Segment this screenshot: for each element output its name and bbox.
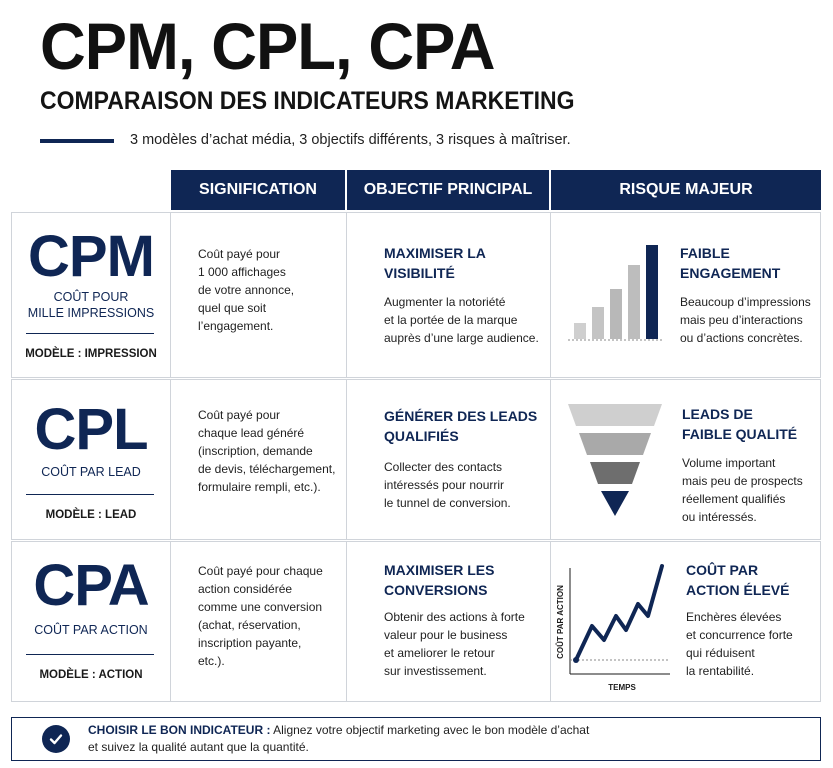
label-cell	[12, 213, 170, 377]
risk-title-cpa: COÛT PAR ACTION ÉLEVÉ	[686, 562, 790, 598]
chart-xlabel: TEMPS	[608, 683, 636, 692]
label-cell	[12, 542, 170, 701]
objective-title-cpa: MAXIMISER LES CONVERSIONS	[384, 562, 495, 598]
risk-text-cpm: Beaucoup d’impressions mais peu d’interactions ou d’actions concrètes.	[680, 295, 811, 345]
start-point	[573, 657, 579, 663]
table-row-cpl	[11, 379, 821, 540]
column-header-objectif: OBJECTIF PRINCIPAL	[347, 170, 549, 210]
risk-text-cpa: Enchères élevées et concurrence forte qui réduisent la rentabilité.	[686, 610, 793, 678]
model-cpl: MODÈLE : LEAD	[45, 509, 137, 521]
full-name-cpl: COÛT PAR LEAD	[41, 465, 141, 479]
definition-cpm: Coût payé pour 1 000 affichages de votre annonce, quel que soit l’engagement.	[198, 247, 295, 333]
comparison-table	[11, 168, 821, 703]
tagline: 3 modèles d’achat média, 3 objectifs différents, 3 risques à maîtriser.	[130, 132, 571, 148]
funnel-icon	[566, 404, 664, 520]
table-row-cpa	[11, 541, 821, 702]
page-subtitle: COMPARAISON DES INDICATEURS MARKETING	[40, 87, 575, 115]
bar-3	[610, 289, 622, 339]
table-row-cpm	[11, 212, 821, 378]
divider-line	[26, 494, 154, 495]
objective-text-cpl: Collecter des contacts intéressés pour nourrir le tunnel de conversion.	[384, 460, 511, 510]
risk-text-cpl: Volume important mais peu de prospects réellement qualifiés ou intéressés.	[682, 456, 803, 524]
model-cpm: MODÈLE : IMPRESSION	[25, 348, 157, 360]
label-cell	[12, 380, 170, 539]
full-name-cpm: COÛT POUR MILLE IMPRESSIONS	[27, 290, 155, 320]
cost-line	[576, 566, 662, 660]
column-header-risque: RISQUE MAJEUR	[551, 170, 821, 210]
definition-cpa: Coût payé pour chaque action considérée comme une conversion (achat, réservation, inscription payante, etc.).	[198, 564, 323, 668]
chart-ylabel: COÛT PAR ACTION	[556, 585, 565, 659]
definition-cpl: Coût payé pour chaque lead généré (inscription, demande de devis, téléchargement, formulaire rempli, etc.).	[198, 408, 336, 494]
objective-title-cpl: GÉNÉRER DES LEADS QUALIFIÉS	[384, 408, 538, 444]
bar-5	[646, 245, 658, 339]
acronym-cpm: CPM	[28, 224, 154, 289]
funnel-level-2	[579, 433, 651, 455]
divider-line	[26, 654, 154, 655]
accent-line	[40, 139, 114, 143]
bar-4	[628, 265, 640, 339]
objective-text-cpa: Obtenir des actions à forte valeur pour le business et ameliorer le retour sur investissement.	[384, 610, 525, 678]
column-header-signification: SIGNIFICATION	[171, 170, 345, 210]
checkmark-icon	[42, 725, 70, 753]
footer-text	[88, 722, 808, 756]
bar-chart-icon	[566, 241, 664, 343]
risk-title-cpm: FAIBLE ENGAGEMENT	[680, 245, 781, 281]
funnel-level-1	[568, 404, 662, 426]
acronym-cpa: CPA	[33, 553, 149, 618]
risk-title-cpl: LEADS DE FAIBLE QUALITÉ	[682, 406, 798, 442]
acronym-cpl: CPL	[34, 397, 148, 462]
page-title: CPM, CPL, CPA	[40, 9, 495, 83]
objective-title-cpm: MAXIMISER LA VISIBILITÉ	[384, 245, 486, 281]
full-name-cpa: COÛT PAR ACTION	[34, 623, 148, 637]
bar-2	[592, 307, 604, 339]
funnel-level-4	[601, 491, 629, 516]
footer-strong: CHOISIR LE BON INDICATEUR :	[88, 723, 271, 737]
rising-line-chart-icon	[552, 560, 676, 700]
funnel-level-3	[590, 462, 640, 484]
divider-line	[26, 333, 154, 334]
footer-tip	[11, 717, 821, 761]
model-cpa: MODÈLE : ACTION	[39, 669, 143, 681]
footer-body: Alignez votre objectif marketing avec le bon modèle d’achat et suivez la qualité autant que la quantité.	[88, 723, 590, 754]
objective-text-cpm: Augmenter la notoriété et la portée de la marque auprès d’une large audience.	[384, 295, 539, 345]
bar-1	[574, 323, 586, 339]
